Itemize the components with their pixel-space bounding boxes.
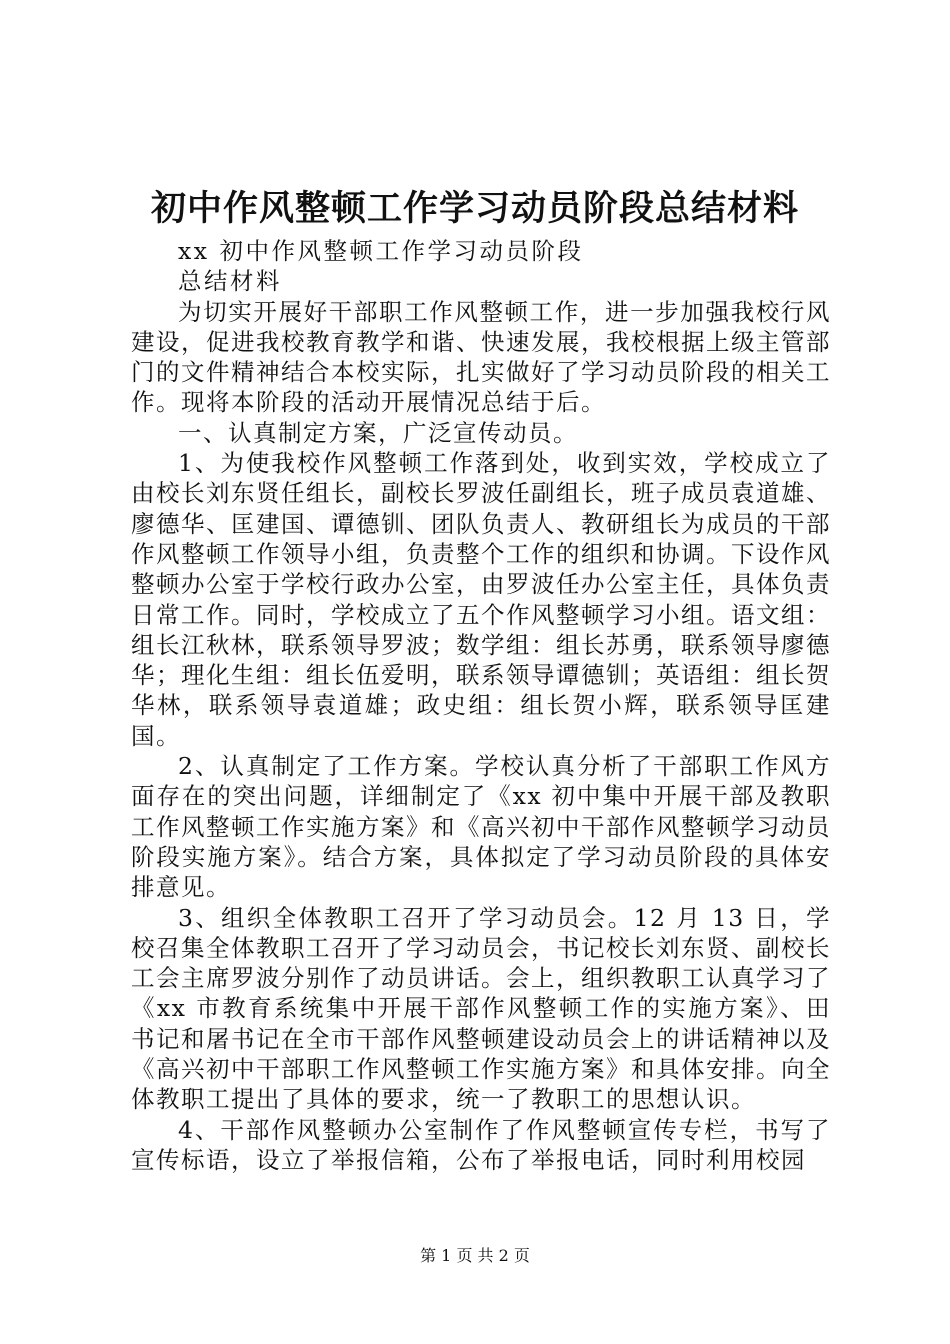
paragraph-item-4: 4、干部作风整顿办公室制作了作风整顿宣传专栏，书写了宣传标语，设立了举报信箱，公布了举报电话，同时利用校园 [131, 1115, 831, 1174]
paragraph-item-3: 3、组织全体教职工召开了学习动员会。12 月 13 日，学校召集全体教职工召开了学习动员会，书记校长刘东贤、副校长工会主席罗波分别作了动员讲话。会上，组织教职工认真学习了《xx 市教育系统集中开展干部作风整顿工作的实施方案》、田书记和屠书记在全市干部作风整顿建设动员会上的讲话精神以及《高兴初中干部职工作风整顿工作实施方案》和具体安排。向全体教职工提出了具体的要求，统一了教职工的思想认识。 [131, 903, 831, 1114]
page-footer: 第 1 页 共 2 页 [420, 1246, 530, 1265]
section-heading-1: 一、认真制定方案，广泛宣传动员。 [178, 418, 578, 447]
document-body [131, 236, 831, 1175]
subtitle-line-2: 总结材料 [178, 267, 282, 296]
subtitle-line-1: xx 初中作风整顿工作学习动员阶段 [178, 237, 584, 265]
document-title: 初中作风整顿工作学习动员阶段总结材料 [150, 188, 799, 229]
paragraph-item-1: 1、为使我校作风整顿工作落到处，收到实效，学校成立了由校长刘东贤任组长，副校长罗波任副组长，班子成员袁道雄、廖德华、匡建国、谭德钏、团队负责人、教研组长为成员的干部作风整顿工作领导小组，负责整个工作的组织和协调。下设作风整顿办公室于学校行政办公室，由罗波任办公室主任，具体负责日常工作。同时，学校成立了五个作风整顿学习小组。语文组：组长江秋林，联系领导罗波；数学组：组长苏勇，联系领导廖德华；理化生组：组长伍爱明，联系领导谭德钏；英语组：组长贺华林，联系领导袁道雄；政史组：组长贺小辉，联系领导匡建国。 [131, 449, 831, 750]
paragraph-item-2: 2、认真制定了工作方案。学校认真分析了干部职工作风方面存在的突出问题，详细制定了《xx 初中集中开展干部及教职工作风整顿工作实施方案》和《高兴初中干部作风整顿学习动员阶段实施方案》。结合方案，具体拟定了学习动员阶段的具体安排意见。 [131, 752, 831, 902]
paragraph-intro: 为切实开展好干部职工作风整顿工作，进一步加强我校行风建设，促进我校教育教学和谐、快速发展，我校根据上级主管部门的文件精神结合本校实际，扎实做好了学习动员阶段的相关工作。现将本阶段的活动开展情况总结于后。 [131, 297, 831, 417]
